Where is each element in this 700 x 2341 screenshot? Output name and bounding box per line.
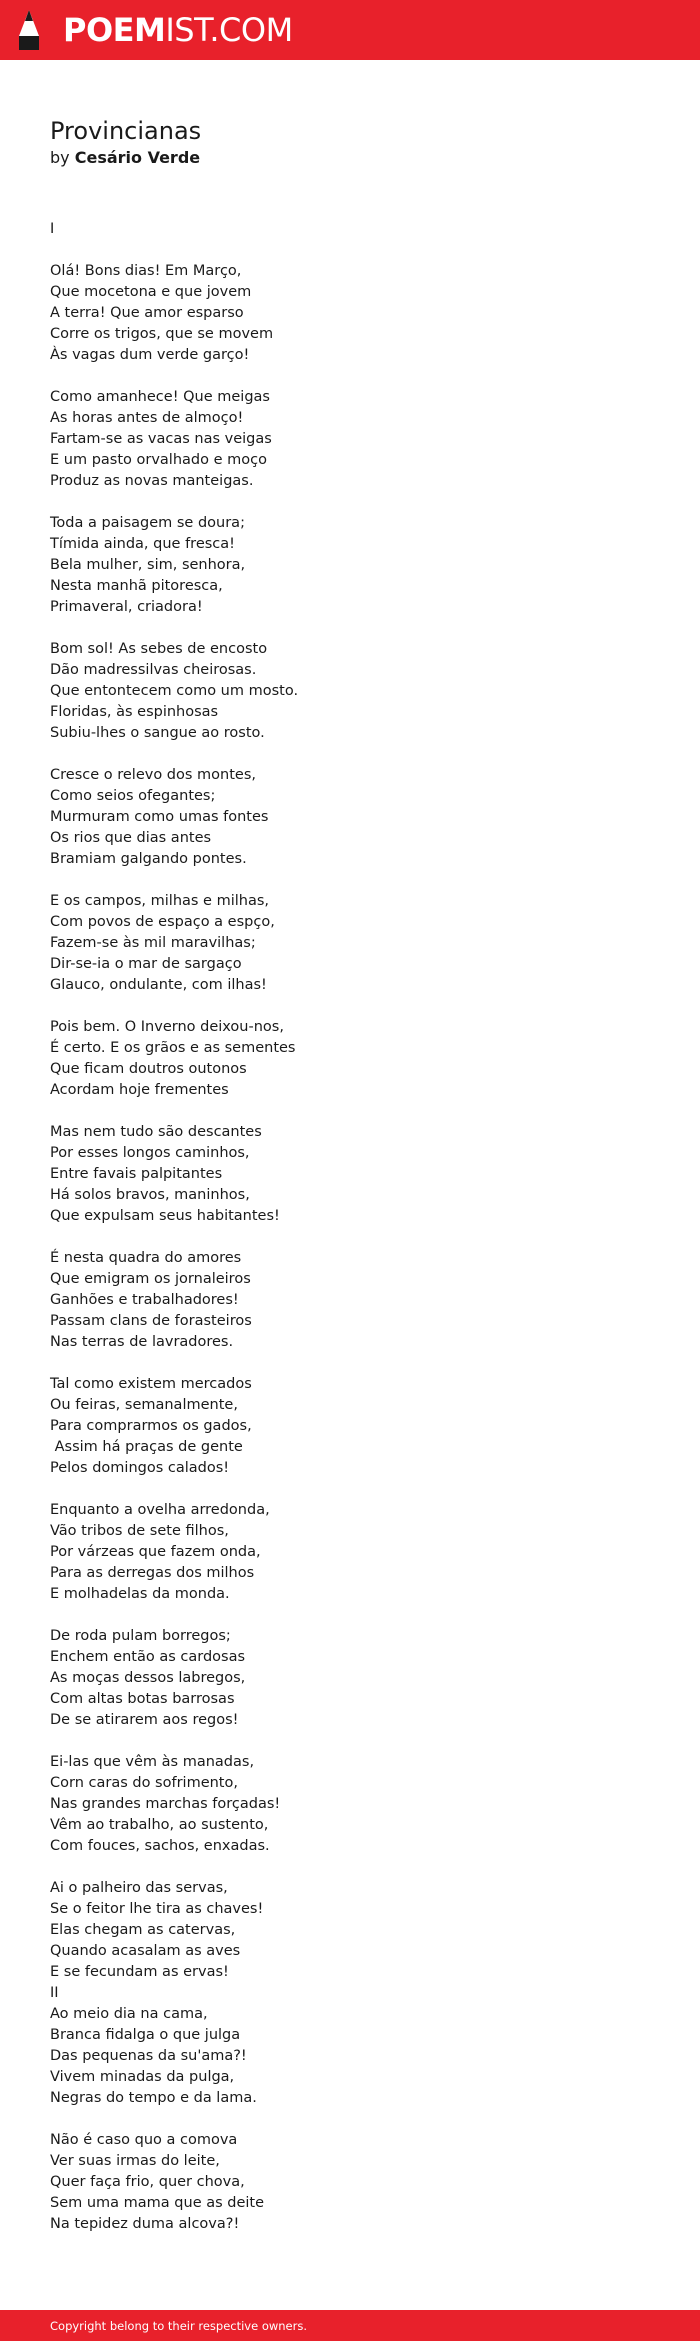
copyright-text: Copyright belong to their respective owners. bbox=[50, 2319, 308, 2333]
author-link[interactable]: Cesário Verde bbox=[74, 148, 201, 167]
logo-bold-text: POEM bbox=[63, 11, 166, 49]
site-logo-text bbox=[63, 8, 293, 52]
logo-light-text: IST.COM bbox=[165, 11, 293, 49]
poem-title: Provincianas bbox=[50, 117, 202, 145]
poem-text: I Olá! Bons dias! Em Março, Que mocetona e que jovem A terra! Que amor esparso Corre os trigos, que se movem Às vagas dum verde garço! Como amanhece! Que meigas As horas antes de almoço! Fartam-se as vacas nas veigas E um pasto orvalhado e moço Produz as novas manteigas. Toda a paisagem se doura; Tímida ainda, que fresca! Bela mulher, sim, senhora, Nesta manhã pitoresca, Primaveral, criadora! Bom sol! As sebes de encosto Dão madressilvas cheirosas. Que entontecem como um mosto. Floridas, às espinhosas Subiu-lhes o sangue ao rosto. Cresce o relevo dos montes, Como seios ofegantes; Murmuram como umas fontes Os rios que dias antes Bramiam galgando pontes. E os campos, milhas e milhas, Com povos de espaço a espço, Fazem-se às mil maravilhas; Dir-se-ia o mar de sargaço Glauco, ondulante, com ilhas! Pois bem. O Inverno deixou-nos, É certo. E os grãos e as sementes Que ficam doutros outonos Acordam hoje frementes Mas nem tudo são descantes Por esses longos caminhos, Entre favais palpitantes Há solos bravos, maninhos, Que expulsam seus habitantes! É nesta quadra do amores Que emigram os jornaleiros Ganhões e trabalhadores! Passam clans de forasteiros Nas terras de lavradores. Tal como existem mercados Ou feiras, semanalmente, Para comprarmos os gados, Assim há praças de gente Pelos domingos calados! Enquanto a ovelha arredonda, Vão tribos de sete filhos, Por várzeas que fazem onda, Para as derregas dos milhos E molhadelas da monda. De roda pulam borregos; Enchem então as cardosas As moças dessos labregos, Com altas botas barrosas De se atirarem aos regos! Ei-las que vêm às manadas, Corn caras do sofrimento, Nas grandes marchas forçadas! Vêm ao trabalho, ao sustento, Com fouces, sachos, enxadas. Ai o palheiro das servas, Se o feitor lhe tira as chaves! Elas chegam as catervas, Quando acasalam as aves E se fecundam as ervas! II Ao meio dia na cama, Branca fidalga o que julga Das pequenas da su'ama?! Vivem minadas da pulga, Negras do tempo e da lama. Não é caso quo a comova Ver suas irmas do leite, Quer faça frio, quer chova, Sem uma mama que as deite Na tepidez duma alcova?! bbox=[50, 221, 299, 2232]
site-footer bbox=[0, 2310, 700, 2341]
by-label: by bbox=[50, 148, 70, 167]
site-header bbox=[0, 0, 700, 60]
poem-byline bbox=[50, 148, 200, 168]
pen-nib-icon bbox=[17, 9, 41, 51]
site-logo-link[interactable] bbox=[17, 8, 293, 52]
